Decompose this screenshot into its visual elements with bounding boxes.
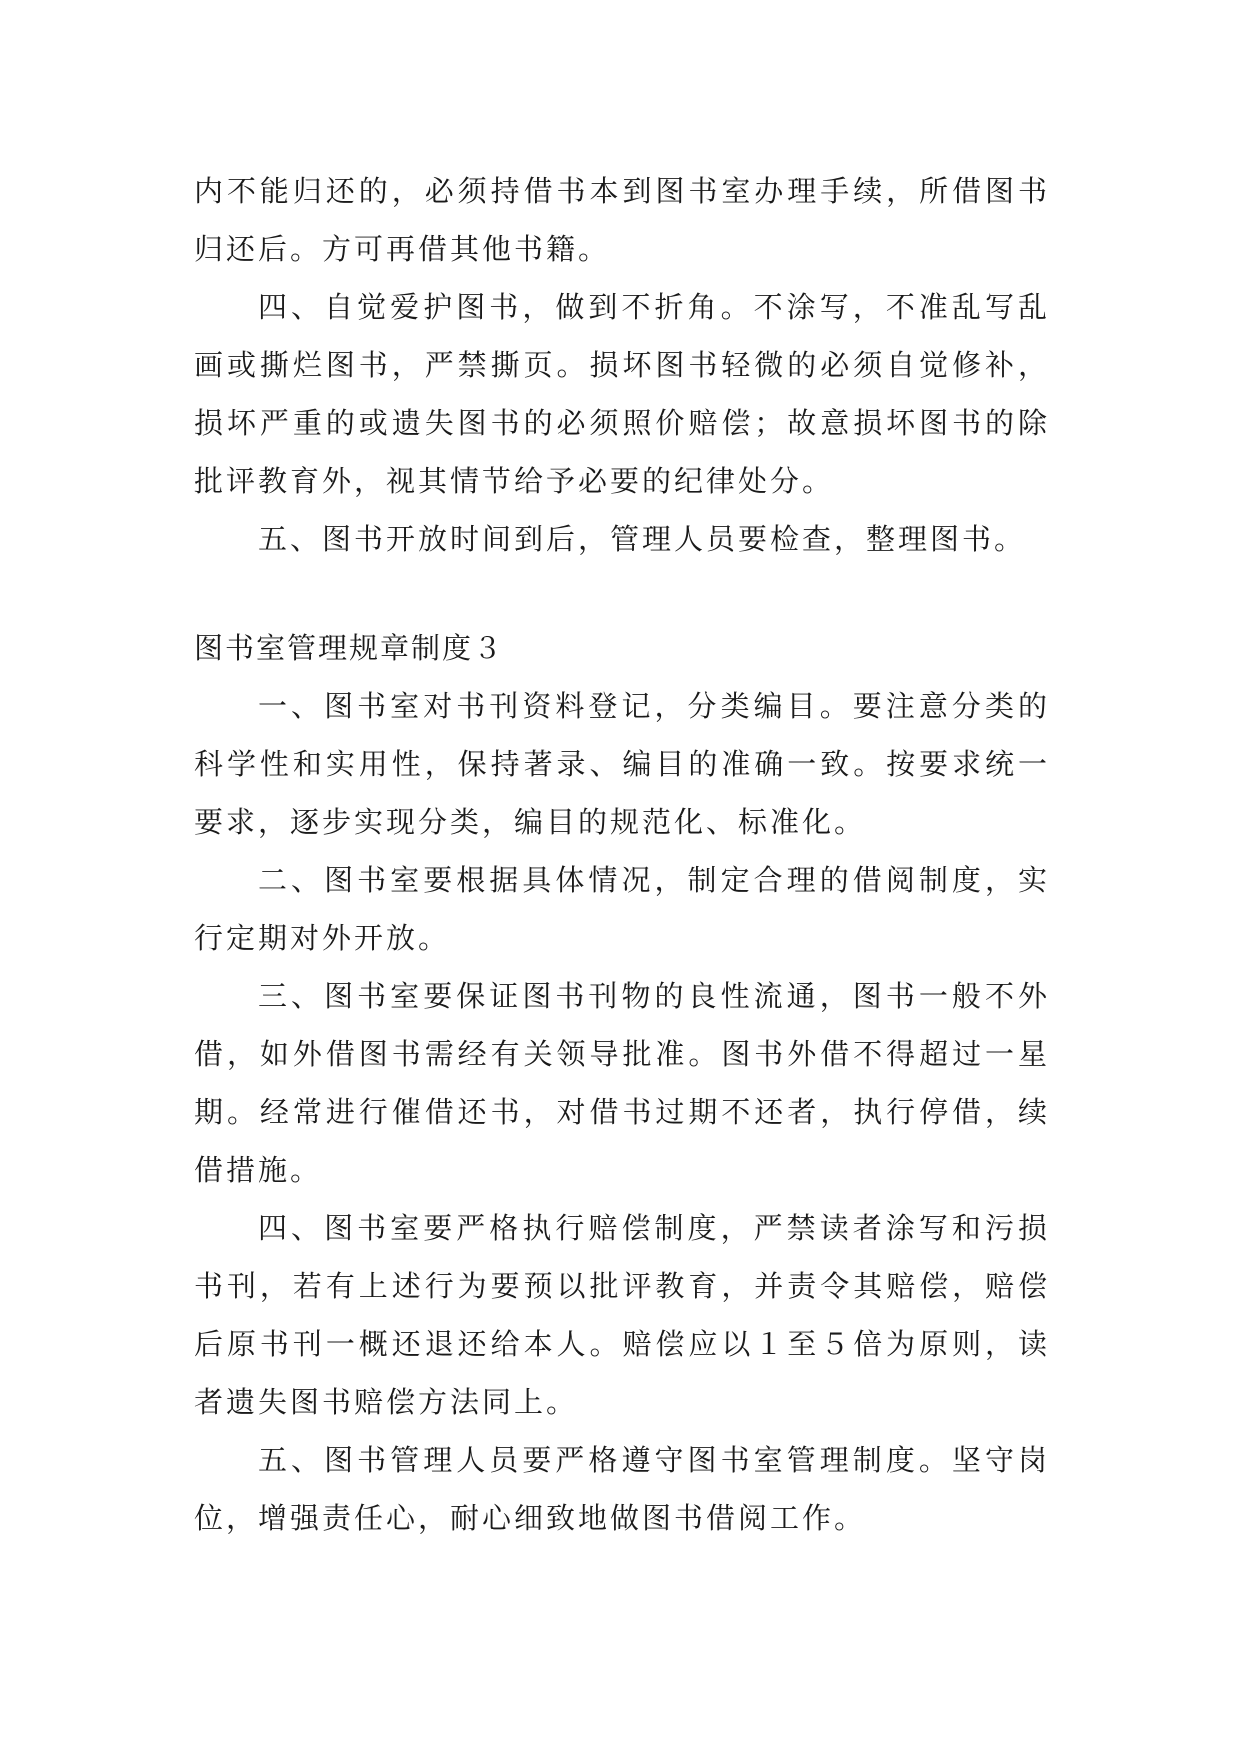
section3-paragraph-1: 一、图书室对书刊资料登记，分类编目。要注意分类的科学性和实用性，保持著录、编目的准确一致。按要求统一要求，逐步实现分类，编目的规范化、标准化。 (194, 689, 1050, 839)
section3-paragraph-5: 五、图书管理人员要严格遵守图书室管理制度。坚守岗位，增强责任心，耐心细致地做图书借阅工作。 (194, 1443, 1050, 1535)
paragraph-rule-5: 五、图书开放时间到后，管理人员要检查，整理图书。 (258, 522, 1027, 556)
section3-paragraph-2: 二、图书室要根据具体情况，制定合理的借阅制度，实行定期对外开放。 (194, 863, 1050, 955)
section3-paragraph-3: 三、图书室要保证图书刊物的良性流通，图书一般不外借，如外借图书需经有关领导批准。图书外借不得超过一星期。经常进行催借还书，对借书过期不还者，执行停借，续借措施。 (194, 979, 1050, 1187)
section3-paragraph-4: 四、图书室要严格执行赔偿制度，严禁读者涂写和污损书刊，若有上述行为要预以批评教育，并责令其赔偿，赔偿后原书刊一概还退还给本人。赔偿应以１至５倍为原则，读者遗失图书赔偿方法同上。 (194, 1211, 1050, 1419)
section-title: 图书室管理规章制度３ (194, 631, 505, 665)
paragraph-continuation: 内不能归还的，必须持借书本到图书室办理手续，所借图书归还后。方可再借其他书籍。 (194, 174, 1050, 266)
document-body (194, 162, 1050, 1547)
paragraph-rule-4: 四、自觉爱护图书，做到不折角。不涂写，不准乱写乱画或撕烂图书，严禁撕页。损坏图书轻微的必须自觉修补，损坏严重的或遗失图书的必须照价赔偿；故意损坏图书的除批评教育外，视其情节给予必要的纪律处分。 (194, 290, 1050, 498)
